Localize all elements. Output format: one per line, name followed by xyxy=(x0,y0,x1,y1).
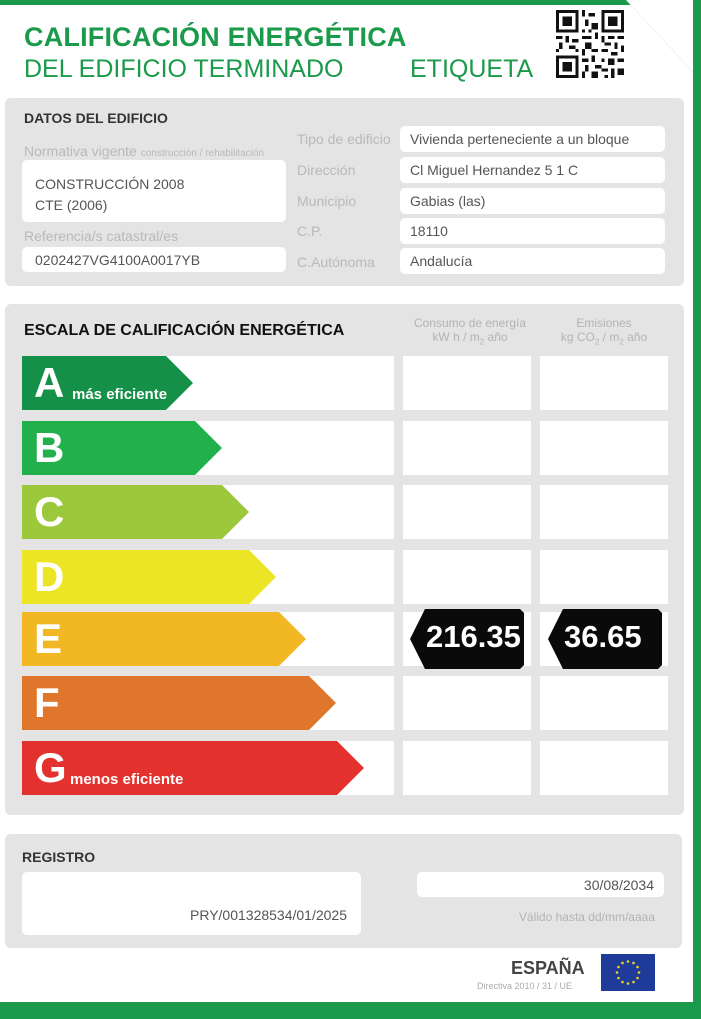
emisiones-cell-a xyxy=(540,356,668,410)
frame-top-border xyxy=(0,0,701,5)
normativa-box xyxy=(22,160,286,222)
field-value-autonoma: Andalucía xyxy=(400,248,665,274)
registry-number-box xyxy=(22,872,361,935)
grade-letter: A xyxy=(34,359,65,406)
directive-label: Directiva 2010 / 31 / UE xyxy=(477,981,573,991)
frame-right-border xyxy=(693,0,701,1019)
building-data-title: DATOS DEL EDIFICIO xyxy=(24,110,168,126)
consumo-cell-a xyxy=(403,356,531,410)
eu-star xyxy=(621,981,624,984)
eu-star xyxy=(621,962,624,965)
emisiones-cell-d xyxy=(540,550,668,604)
grade-arrow-f xyxy=(22,676,336,730)
emisiones-header-line1: Emisiones xyxy=(576,316,632,330)
consumo-indicator-value: 216.35 xyxy=(426,619,521,654)
consumo-cell-c xyxy=(403,485,531,539)
grade-letter: D xyxy=(34,553,65,600)
grade-letter: E xyxy=(34,615,63,662)
scale-row-b xyxy=(22,421,394,475)
emisiones-cell-b xyxy=(540,421,668,475)
grade-subtitle: más eficiente xyxy=(72,386,168,403)
normativa-label-text: Normativa vigente xyxy=(24,143,137,159)
grade-arrow-e xyxy=(22,612,306,666)
consumo-column-header xyxy=(400,316,540,349)
consumo-cell-d xyxy=(403,550,531,604)
grade-letter: G xyxy=(34,744,67,791)
valid-date-box xyxy=(417,872,664,897)
scale-row-g xyxy=(22,741,394,795)
frame-bottom-border xyxy=(0,1002,701,1019)
eu-star xyxy=(627,960,630,963)
consumo-header-line1: Consumo de energía xyxy=(413,316,527,330)
consumo-indicator xyxy=(410,609,524,669)
scale-row-c xyxy=(22,485,394,539)
referencia-box: 0202427VG4100A0017YB xyxy=(22,247,286,272)
valid-date-label: Válido hasta dd/mm/aaaa xyxy=(518,910,655,924)
normativa-line1: CONSTRUCCIÓN 2008 xyxy=(35,176,185,192)
scale-row-e xyxy=(22,612,394,666)
grade-letter: C xyxy=(34,488,65,535)
eu-star xyxy=(617,977,620,980)
consumo-cell-f xyxy=(403,676,531,730)
eu-star xyxy=(632,962,635,965)
field-value-tipo: Vivienda perteneciente a un bloque xyxy=(400,126,665,152)
emisiones-indicator-value: 36.65 xyxy=(564,619,642,654)
normativa-line2: CTE (2006) xyxy=(35,197,108,213)
field-label-tipo: Tipo de edificio xyxy=(297,131,391,147)
eu-flag-icon xyxy=(601,954,655,991)
field-label-cp: C.P. xyxy=(297,223,323,239)
grade-subtitle: menos eficiente xyxy=(70,771,184,788)
eu-star xyxy=(636,977,639,980)
field-label-municipio: Municipio xyxy=(297,193,357,209)
consumo-cell-b xyxy=(403,421,531,475)
emisiones-cell-c xyxy=(540,485,668,539)
normativa-sub-label: construcción / rehabilitación xyxy=(140,148,265,159)
normativa-label xyxy=(24,143,264,159)
country-label: ESPAÑA xyxy=(511,958,585,978)
page-title: CALIFICACIÓN ENERGÉTICA xyxy=(24,22,407,52)
field-label-autonoma: C.Autónoma xyxy=(297,254,375,270)
energy-scale-title: ESCALA DE CALIFICACIÓN ENERGÉTICA xyxy=(24,322,345,339)
emisiones-column-header xyxy=(534,316,674,349)
emisiones-cell-f xyxy=(540,676,668,730)
eu-star xyxy=(632,981,635,984)
emisiones-indicator xyxy=(548,609,662,669)
grade-letter: B xyxy=(34,424,65,471)
eu-star xyxy=(617,966,620,969)
emisiones-cell-g xyxy=(540,741,668,795)
scale-row-d xyxy=(22,550,394,604)
scale-row-f xyxy=(22,676,394,730)
eu-star xyxy=(616,971,619,974)
consumo-header-line2: kW h / $m_2$ año xyxy=(432,330,508,347)
eu-star xyxy=(627,982,630,985)
valid-date: 30/08/2034 xyxy=(583,877,654,893)
field-label-direccion: Dirección xyxy=(297,162,356,178)
referencia-label: Referencia/s catastral/es xyxy=(24,228,179,244)
label-type: ETIQUETA xyxy=(410,55,534,83)
grade-letter: F xyxy=(34,679,60,726)
consumo-cell-g xyxy=(403,741,531,795)
page-subtitle: DEL EDIFICIO TERMINADO xyxy=(24,55,344,83)
eu-star xyxy=(638,971,641,974)
emisiones-header-line2: kg $CO_2 / m_2$ año xyxy=(560,330,648,347)
field-value-direccion: Cl Miguel Hernandez 5 1 C xyxy=(400,157,665,183)
registry-title: REGISTRO xyxy=(22,849,96,865)
field-value-municipio: Gabias (las) xyxy=(400,188,665,214)
scale-row-a xyxy=(22,356,394,410)
registry-number: PRY/001328534/01/2025 xyxy=(190,907,347,923)
corner-fold-decoration xyxy=(620,0,701,100)
field-value-cp: 18110 xyxy=(400,218,665,244)
qr-code-icon[interactable] xyxy=(556,10,624,78)
eu-star xyxy=(636,966,639,969)
